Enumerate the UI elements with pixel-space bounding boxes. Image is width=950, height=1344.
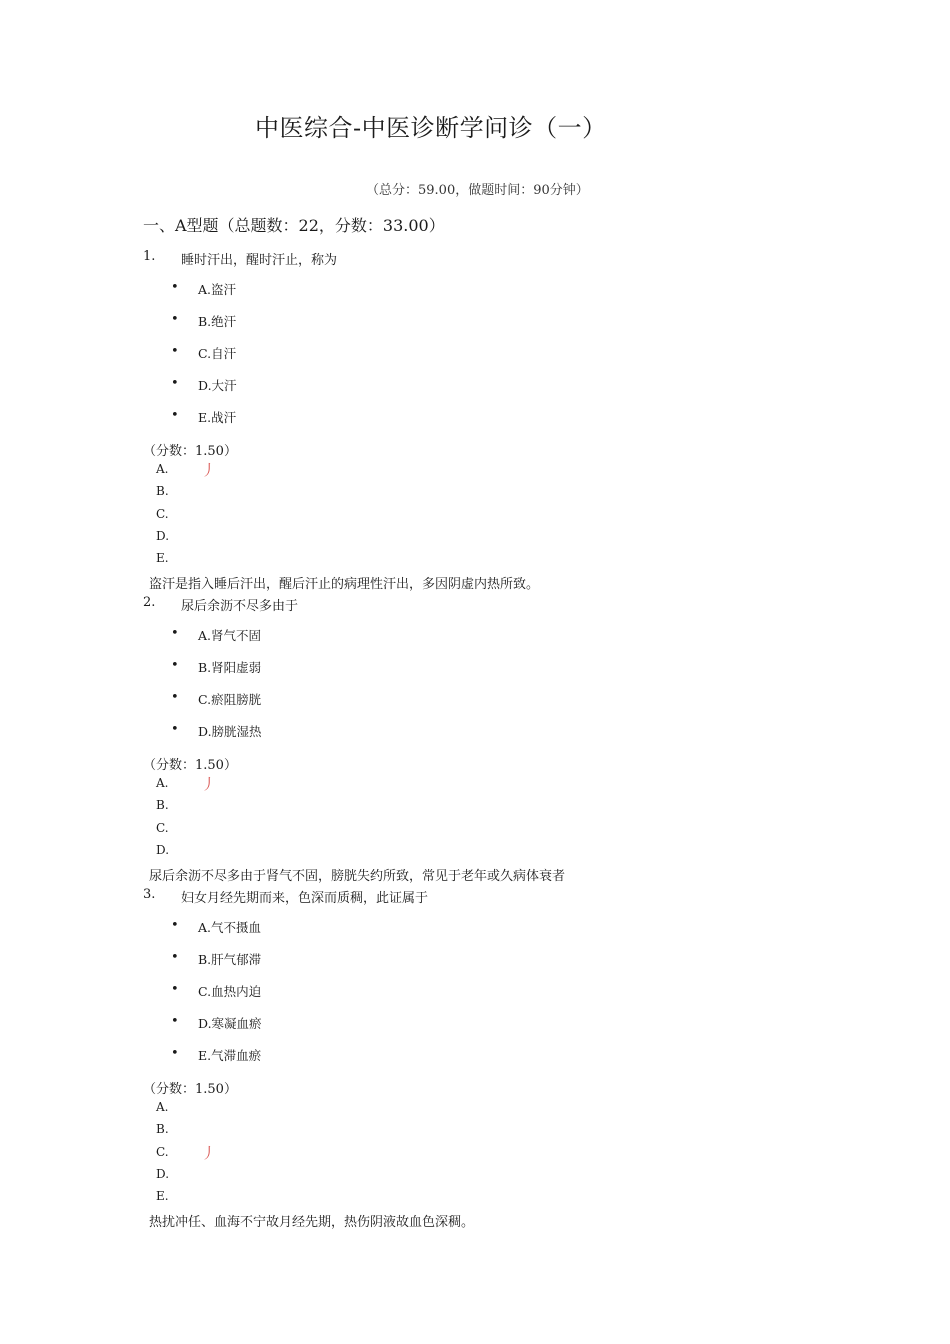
answer-choice-letter[interactable]: B. bbox=[156, 798, 169, 813]
question-score: （分数：1.50） bbox=[143, 758, 237, 773]
question-text: 妇女月经先期而来，色深而质稠，此证属于 bbox=[181, 891, 429, 906]
option-bullet: • bbox=[171, 722, 179, 737]
answer-choice-letter[interactable]: E. bbox=[156, 551, 169, 566]
answer-option[interactable]: C.瘀阻膀胱 bbox=[198, 692, 262, 707]
option-bullet: • bbox=[171, 950, 179, 965]
answer-option[interactable]: C.自汗 bbox=[198, 346, 237, 361]
question-score: （分数：1.50） bbox=[143, 1082, 237, 1097]
option-bullet: • bbox=[171, 280, 179, 295]
answer-option[interactable]: B.肾阳虚弱 bbox=[198, 660, 262, 675]
question-text: 睡时汗出，醒时汗止，称为 bbox=[181, 253, 338, 268]
question-number: 1. bbox=[143, 249, 156, 264]
answer-choice-letter[interactable]: A. bbox=[156, 1100, 169, 1114]
question-score: （分数：1.50） bbox=[143, 444, 237, 459]
page-title: 中医综合-中医诊断学问诊（一） bbox=[255, 114, 607, 142]
answer-explanation: 尿后余沥不尽多由于肾气不固，膀胱失约所致，常见于老年或久病体衰者 bbox=[149, 869, 566, 884]
question-number: 2. bbox=[143, 595, 156, 610]
option-bullet: • bbox=[171, 312, 179, 327]
option-bullet: • bbox=[171, 408, 179, 423]
answer-choice-letter[interactable]: C. bbox=[156, 1144, 169, 1159]
answer-explanation: 盗汗是指入睡后汗出，醒后汗止的病理性汗出，多因阴虚内热所致。 bbox=[149, 577, 540, 592]
answer-choice-letter[interactable]: D. bbox=[156, 528, 170, 543]
correct-mark-icon: 丿 bbox=[201, 1143, 217, 1162]
option-bullet: • bbox=[171, 690, 179, 705]
answer-option[interactable]: A.气不摄血 bbox=[198, 920, 262, 935]
answer-option[interactable]: B.绝汗 bbox=[198, 314, 237, 329]
option-bullet: • bbox=[171, 626, 179, 641]
section-heading: 一、A型题（总题数：22，分数：33.00） bbox=[143, 216, 445, 235]
option-bullet: • bbox=[171, 344, 179, 359]
answer-option[interactable]: D.膀胱湿热 bbox=[198, 724, 262, 739]
option-bullet: • bbox=[171, 376, 179, 391]
answer-option[interactable]: B.肝气郁滞 bbox=[198, 952, 262, 967]
answer-explanation: 热扰冲任、血海不宁故月经先期，热伤阴液故血色深稠。 bbox=[149, 1215, 475, 1230]
option-bullet: • bbox=[171, 918, 179, 933]
correct-mark-icon: 丿 bbox=[201, 775, 217, 793]
answer-choice-letter[interactable]: A. bbox=[156, 776, 169, 790]
answer-choice-letter[interactable]: C. bbox=[156, 820, 169, 835]
exam-meta: （总分：59.00，做题时间：90分钟） bbox=[366, 183, 589, 198]
option-bullet: • bbox=[171, 982, 179, 997]
answer-choice-letter[interactable]: A. bbox=[156, 462, 169, 476]
answer-option[interactable]: C.血热内迫 bbox=[198, 984, 262, 999]
answer-choice-letter[interactable]: D. bbox=[156, 842, 170, 857]
answer-option[interactable]: E.气滞血瘀 bbox=[198, 1048, 262, 1063]
answer-option[interactable]: D.寒凝血瘀 bbox=[198, 1016, 262, 1031]
question-text: 尿后余沥不尽多由于 bbox=[181, 599, 299, 614]
answer-choice-letter[interactable]: B. bbox=[156, 1122, 169, 1137]
answer-choice-letter[interactable]: B. bbox=[156, 484, 169, 499]
answer-option[interactable]: D.大汗 bbox=[198, 378, 237, 393]
option-bullet: • bbox=[171, 1046, 179, 1061]
correct-mark-icon: 丿 bbox=[201, 461, 217, 479]
question-number: 3. bbox=[143, 887, 156, 902]
answer-option[interactable]: A.肾气不固 bbox=[198, 628, 262, 643]
answer-option[interactable]: A.盗汗 bbox=[198, 282, 237, 297]
option-bullet: • bbox=[171, 1014, 179, 1029]
answer-choice-letter[interactable]: E. bbox=[156, 1189, 169, 1204]
answer-choice-letter[interactable]: D. bbox=[156, 1166, 170, 1181]
answer-choice-letter[interactable]: C. bbox=[156, 506, 169, 521]
option-bullet: • bbox=[171, 658, 179, 673]
answer-option[interactable]: E.战汗 bbox=[198, 410, 237, 425]
